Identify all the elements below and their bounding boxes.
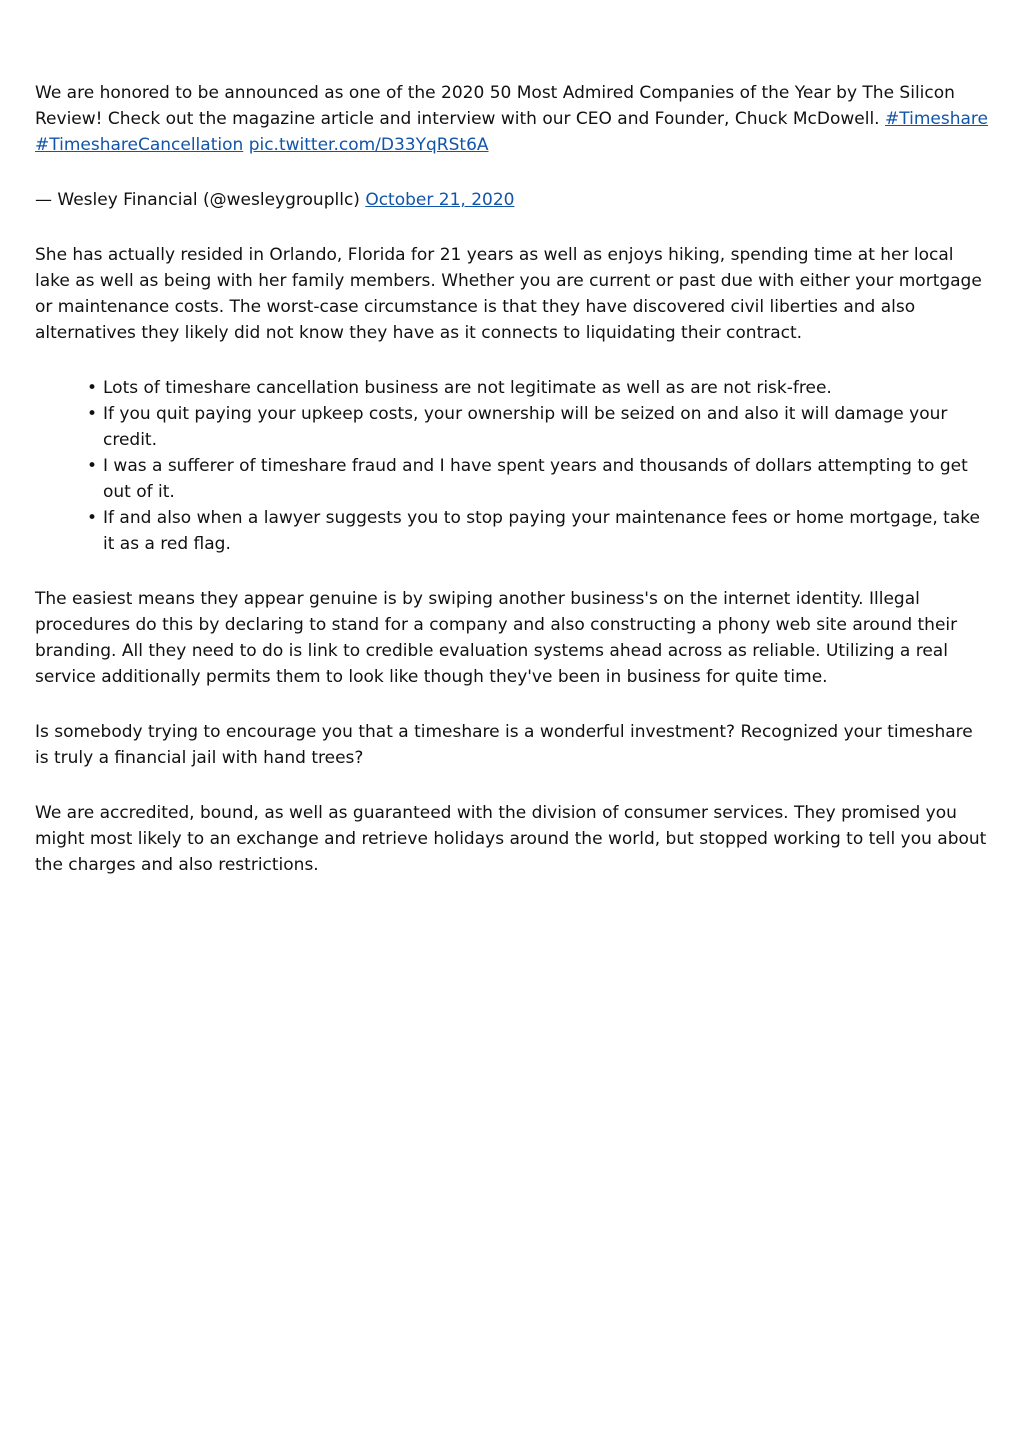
paragraph-identity: The easiest means they appear genuine is by swiping another business's on the internet identity. Illegal procedures do this by declaring to stand for a company and also constructing a phony web site around their branding. All they need to do is link to credible evaluation systems ahead across as reliable. Utilizing a real service additionally permits them to look like though they've been in business for quite time.	[35, 589, 958, 687]
list-item	[87, 505, 990, 557]
tweet-quote	[35, 80, 990, 158]
attribution-text: — Wesley Financial (@wesleygroupllc)	[35, 190, 360, 210]
bullet-list	[35, 375, 990, 557]
list-item-text: Lots of timeshare cancellation business are not legitimate as well as are not risk-free.	[103, 378, 832, 398]
bullet-symbol: •	[87, 456, 98, 476]
list-item-text: I was a sufferer of timeshare fraud and I have spent years and thousands of dollars attempting to get out of it.	[103, 456, 968, 502]
twitter-pic-link[interactable]: pic.twitter.com/D33YqRSt6A	[248, 135, 489, 155]
tweet-text: We are honored to be announced as one of the 2020 50 Most Admired Companies of the Year by The Silicon Review! Check out the magazine article and interview with our CEO and Founder, Chuck McDowell.	[35, 83, 955, 129]
list-item	[87, 401, 990, 453]
list-item	[87, 375, 990, 401]
hashtag-timeshare-cancellation-link[interactable]: #TimeshareCancellation	[35, 135, 244, 155]
bullet-symbol: •	[87, 508, 98, 528]
document-body	[35, 80, 990, 907]
list-item-text: If and also when a lawyer suggests you to stop paying your maintenance fees or home mortgage, take it as a red flag.	[103, 508, 980, 554]
list-item-text: If you quit paying your upkeep costs, your ownership will be seized on and also it will damage your credit.	[103, 404, 948, 450]
tweet-date-link[interactable]: October 21, 2020	[365, 190, 515, 210]
tweet-attribution	[35, 187, 990, 213]
paragraph-investment: Is somebody trying to encourage you that a timeshare is a wonderful investment? Recognized your timeshare is truly a financial jail with hand trees?	[35, 722, 973, 768]
list-item	[87, 453, 990, 505]
paragraph-orlando: She has actually resided in Orlando, Florida for 21 years as well as enjoys hiking, spending time at her local lake as well as being with her family members. Whether you are current or past due with either your mortgage or maintenance costs. The worst-case circumstance is that they have discovered civil liberties and also alternatives they likely did not know they have as it connects to liquidating their contract.	[35, 245, 982, 343]
paragraph-accredited: We are accredited, bound, as well as guaranteed with the division of consumer services. They promised you might most likely to an exchange and retrieve holidays around the world, but stopped working to tell you about the charges and also restrictions.	[35, 803, 987, 875]
bullet-symbol: •	[87, 378, 98, 398]
hashtag-timeshare-link[interactable]: #Timeshare	[885, 109, 988, 129]
bullet-symbol: •	[87, 404, 98, 424]
